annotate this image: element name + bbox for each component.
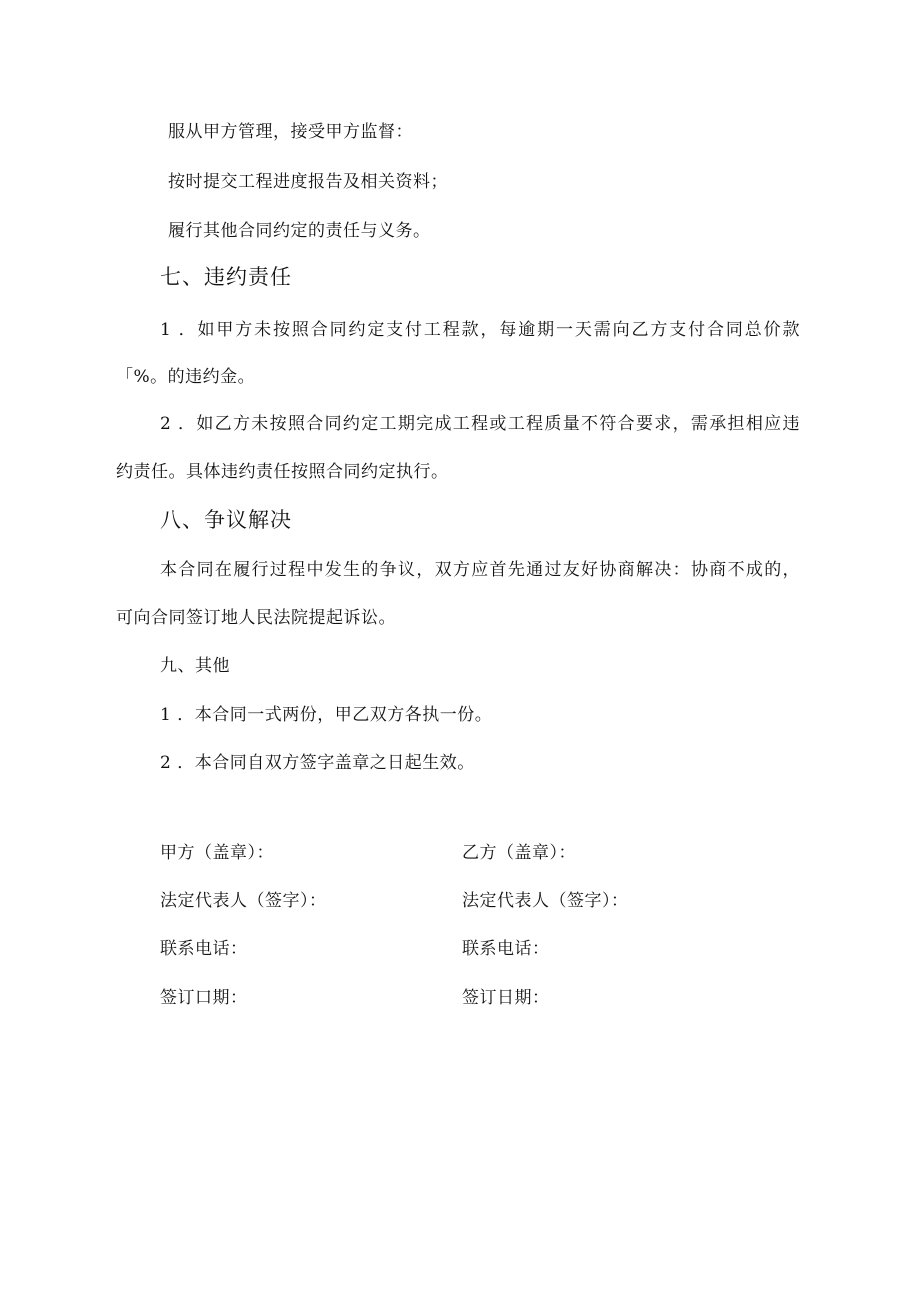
section-8-title: 八、争议解决 [160, 508, 292, 532]
party-a-representative-label: 法定代表人（签字）： [160, 891, 327, 911]
duty-item-1: 服从甲方管理，接受甲方监督： [168, 122, 413, 142]
section-8-paragraph-line-1: 本合同在履行过程中发生的争议，双方应首先通过友好协商解决：协商不成的， [160, 560, 800, 580]
section-7-clause-1-line-1: 1 ．如甲方未按照合同约定支付工程款，每逾期一天需向乙方支付合同总价款 [160, 320, 800, 340]
duty-item-2: 按时提交工程进度报告及相关资料； [168, 172, 448, 192]
section-9-clause-2: 2 ．本合同自双方签字盖章之日起生效。 [160, 753, 475, 773]
section-9-title: 九、其他 [160, 656, 230, 676]
party-a-seal-label: 甲方（盖章）： [160, 843, 274, 863]
section-7-title: 七、违约责任 [160, 265, 292, 289]
section-7-clause-2-line-1: 2 ．如乙方未按照合同约定工期完成工程或工程质量不符合要求，需承担相应违 [160, 414, 800, 434]
party-b-date-label: 签订日期： [462, 988, 550, 1008]
party-a-phone-label: 联系电话： [160, 939, 248, 959]
section-8-paragraph-line-2: 可向合同签订地人民法院提起诉讼。 [116, 608, 396, 628]
party-a-date-label: 签订口期： [160, 988, 248, 1008]
section-7-clause-2-line-2: 约责任。具体违约责任按照合同约定执行。 [116, 462, 449, 482]
section-7-clause-1-line-2: 「%。的违约金。 [116, 367, 256, 387]
party-b-phone-label: 联系电话： [462, 939, 550, 959]
duty-item-3: 履行其他合同约定的责任与义务。 [168, 221, 431, 241]
party-b-seal-label: 乙方（盖章）： [462, 843, 576, 863]
section-9-clause-1: 1 ．本合同一式两份，甲乙双方各执一份。 [160, 705, 493, 725]
party-b-representative-label: 法定代表人（签字）： [462, 891, 629, 911]
